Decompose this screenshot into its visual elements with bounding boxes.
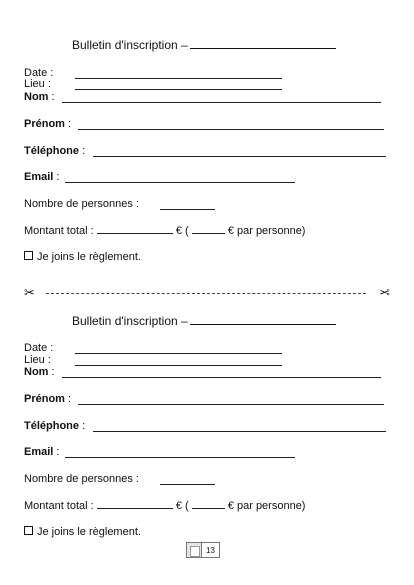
prenom-field[interactable] <box>78 404 384 405</box>
page-number-badge <box>186 542 220 558</box>
euro-paren: € ( <box>175 500 189 512</box>
scissors-icon: ✂ <box>24 285 35 300</box>
lieu-label: Lieu : <box>24 78 51 90</box>
email-label: Email <box>24 446 54 458</box>
nom-label: Nom <box>24 366 49 378</box>
prenom-label: Prénom <box>24 118 65 130</box>
nom-field[interactable] <box>62 102 381 103</box>
form-title: Bulletin d'inscription – <box>72 314 336 328</box>
nom-row: Nom : <box>24 366 55 378</box>
prenom-label: Prénom <box>24 393 65 405</box>
telephone-row: Téléphone : <box>24 420 86 432</box>
date-label: Date : <box>24 342 54 354</box>
telephone-field[interactable] <box>93 156 386 157</box>
prenom-row: Prénom : <box>24 118 72 130</box>
reglement-label: Je joins le règlement. <box>37 251 141 263</box>
nombre-label: Nombre de personnes : <box>24 198 139 210</box>
reglement-label: Je joins le règlement. <box>37 526 141 538</box>
nom-row: Nom : <box>24 91 55 103</box>
nom-label: Nom <box>24 91 49 103</box>
euro-par-personne: € par personne) <box>227 500 306 512</box>
email-field[interactable] <box>65 457 295 458</box>
lieu-label: Lieu : <box>24 354 51 366</box>
telephone-field[interactable] <box>93 431 386 432</box>
euro-paren: € ( <box>175 225 189 237</box>
montant-row <box>24 499 305 513</box>
date-field[interactable] <box>75 353 282 354</box>
reglement-checkbox[interactable] <box>24 526 33 535</box>
date-label: Date : <box>24 67 54 79</box>
lieu-field[interactable] <box>75 365 282 366</box>
form-title: Bulletin d'inscription – <box>72 38 336 52</box>
montant-field[interactable] <box>97 224 173 234</box>
email-row: Email : <box>24 446 60 458</box>
email-field[interactable] <box>65 182 295 183</box>
page-thumbnail-icon <box>186 542 202 558</box>
par-personne-field[interactable] <box>192 224 225 234</box>
email-label: Email <box>24 171 54 183</box>
montant-field[interactable] <box>97 499 173 509</box>
nombre-label: Nombre de personnes : <box>24 473 139 485</box>
page-number: 13 <box>202 542 220 558</box>
lieu-field[interactable] <box>75 89 282 90</box>
par-personne-field[interactable] <box>192 499 225 509</box>
prenom-field[interactable] <box>78 129 384 130</box>
telephone-label: Téléphone <box>24 145 80 157</box>
scissors-icon: ✂ <box>379 285 390 300</box>
telephone-label: Téléphone <box>24 420 80 432</box>
euro-par-personne: € par personne) <box>227 225 306 237</box>
cut-line <box>24 286 390 300</box>
title-blank[interactable] <box>190 314 336 325</box>
nombre-field[interactable] <box>160 209 215 210</box>
nom-field[interactable] <box>62 377 381 378</box>
title-blank[interactable] <box>190 38 336 49</box>
prenom-row: Prénom : <box>24 393 72 405</box>
reglement-row <box>24 251 141 264</box>
email-row: Email : <box>24 171 60 183</box>
telephone-row: Téléphone : <box>24 145 86 157</box>
reglement-row <box>24 526 141 539</box>
date-field[interactable] <box>75 78 282 79</box>
reglement-checkbox[interactable] <box>24 251 33 260</box>
montant-row <box>24 224 305 238</box>
nombre-field[interactable] <box>160 484 215 485</box>
dashed-divider <box>46 293 366 294</box>
montant-label: Montant total : <box>24 225 94 237</box>
montant-label: Montant total : <box>24 500 94 512</box>
